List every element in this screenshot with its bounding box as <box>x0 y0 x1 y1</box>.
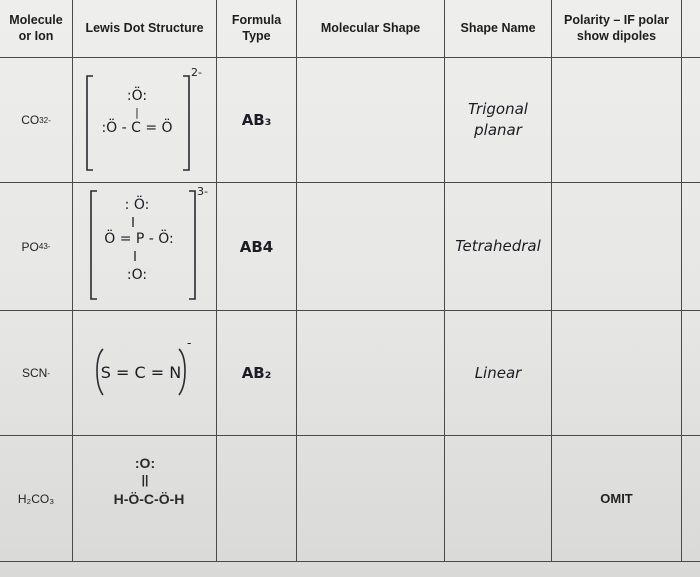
formula-type-co3: AB₃ <box>217 58 297 183</box>
header-molecule: Molecule or Ion <box>0 0 73 58</box>
lewis-line-bond: | <box>135 106 139 119</box>
header-shape-name: Shape Name <box>445 0 552 58</box>
lewis-charge: 2- <box>191 66 202 79</box>
header-formula-type: Formula Type <box>217 0 297 58</box>
lewis-line-bond: || <box>141 473 149 487</box>
lewis-line-top: :O: <box>134 455 156 471</box>
polarity-h2co3: OMIT <box>552 436 682 562</box>
lewis-line-top: : Ö: <box>124 197 150 213</box>
header-polarity: Polarity – IF polar show dipoles <box>552 0 682 58</box>
lewis-line-main: :Ö - C = Ö <box>101 120 173 136</box>
shape-scn <box>297 311 445 436</box>
formula-type-h2co3 <box>217 436 297 562</box>
polarity-po4 <box>552 183 682 311</box>
lewis-line-top: :Ö: <box>126 88 148 104</box>
shape-name-line2: planar <box>474 121 522 139</box>
ion-base: PO <box>21 239 39 254</box>
shape-name-h2co3 <box>445 436 552 562</box>
ion-charge: 2- <box>43 115 51 125</box>
lewis-line-main: H-Ö-C-Ö-H <box>113 491 185 507</box>
ion-charge: 3- <box>43 242 51 251</box>
page-bottom-strip <box>0 562 700 577</box>
shape-name-scn <box>445 311 552 436</box>
lewis-charge: 3- <box>197 185 208 198</box>
lewis-structure-scn-drawing <box>73 311 217 436</box>
lewis-structure-h2co3-drawing <box>73 436 217 562</box>
shape-name-line1: Trigonal <box>468 100 528 118</box>
lewis-h2co3 <box>73 436 217 562</box>
ion-base: SCN <box>21 366 48 380</box>
table-edge <box>682 311 700 436</box>
shape-name-co3 <box>445 58 552 183</box>
lewis-po4 <box>73 183 217 311</box>
shape-name-line1: Tetrahedral <box>455 237 541 255</box>
shape-h2co3 <box>297 436 445 562</box>
table-edge <box>682 436 700 562</box>
table-edge <box>682 58 700 183</box>
shape-co3 <box>297 58 445 183</box>
lewis-co3 <box>73 58 217 183</box>
table-edge <box>682 183 700 311</box>
lewis-line-main: S = C = N <box>100 363 182 382</box>
header-molecular-shape: Molecular Shape <box>297 0 445 58</box>
lewis-scn <box>73 311 217 436</box>
shape-po4 <box>297 183 445 311</box>
ion-subscript: 4 <box>38 242 44 251</box>
ion-po4 <box>0 183 73 311</box>
ion-h2co3: H₂CO₃ <box>0 436 73 562</box>
formula-type-po4: AB4 <box>217 183 297 311</box>
polarity-co3 <box>552 58 682 183</box>
lewis-charge: - <box>187 336 192 350</box>
ion-co3 <box>0 58 73 183</box>
polarity-scn <box>552 311 682 436</box>
lewis-structure-co3-drawing <box>73 58 217 183</box>
shape-name-po4 <box>445 183 552 311</box>
lewis-structure-po4-drawing <box>73 183 217 311</box>
ion-charge: - <box>47 368 50 378</box>
header-lewis: Lewis Dot Structure <box>73 0 217 58</box>
formula-type-scn: AB₂ <box>217 311 297 436</box>
ion-scn <box>0 311 73 436</box>
lewis-line-bottom: :O: <box>126 267 148 283</box>
ion-subscript: 3 <box>39 115 44 125</box>
lewis-line-main: Ö = P - Ö: <box>104 231 174 247</box>
ion-base: CO <box>21 113 40 127</box>
shape-name-line1: Linear <box>474 363 522 382</box>
table-edge <box>682 0 700 58</box>
